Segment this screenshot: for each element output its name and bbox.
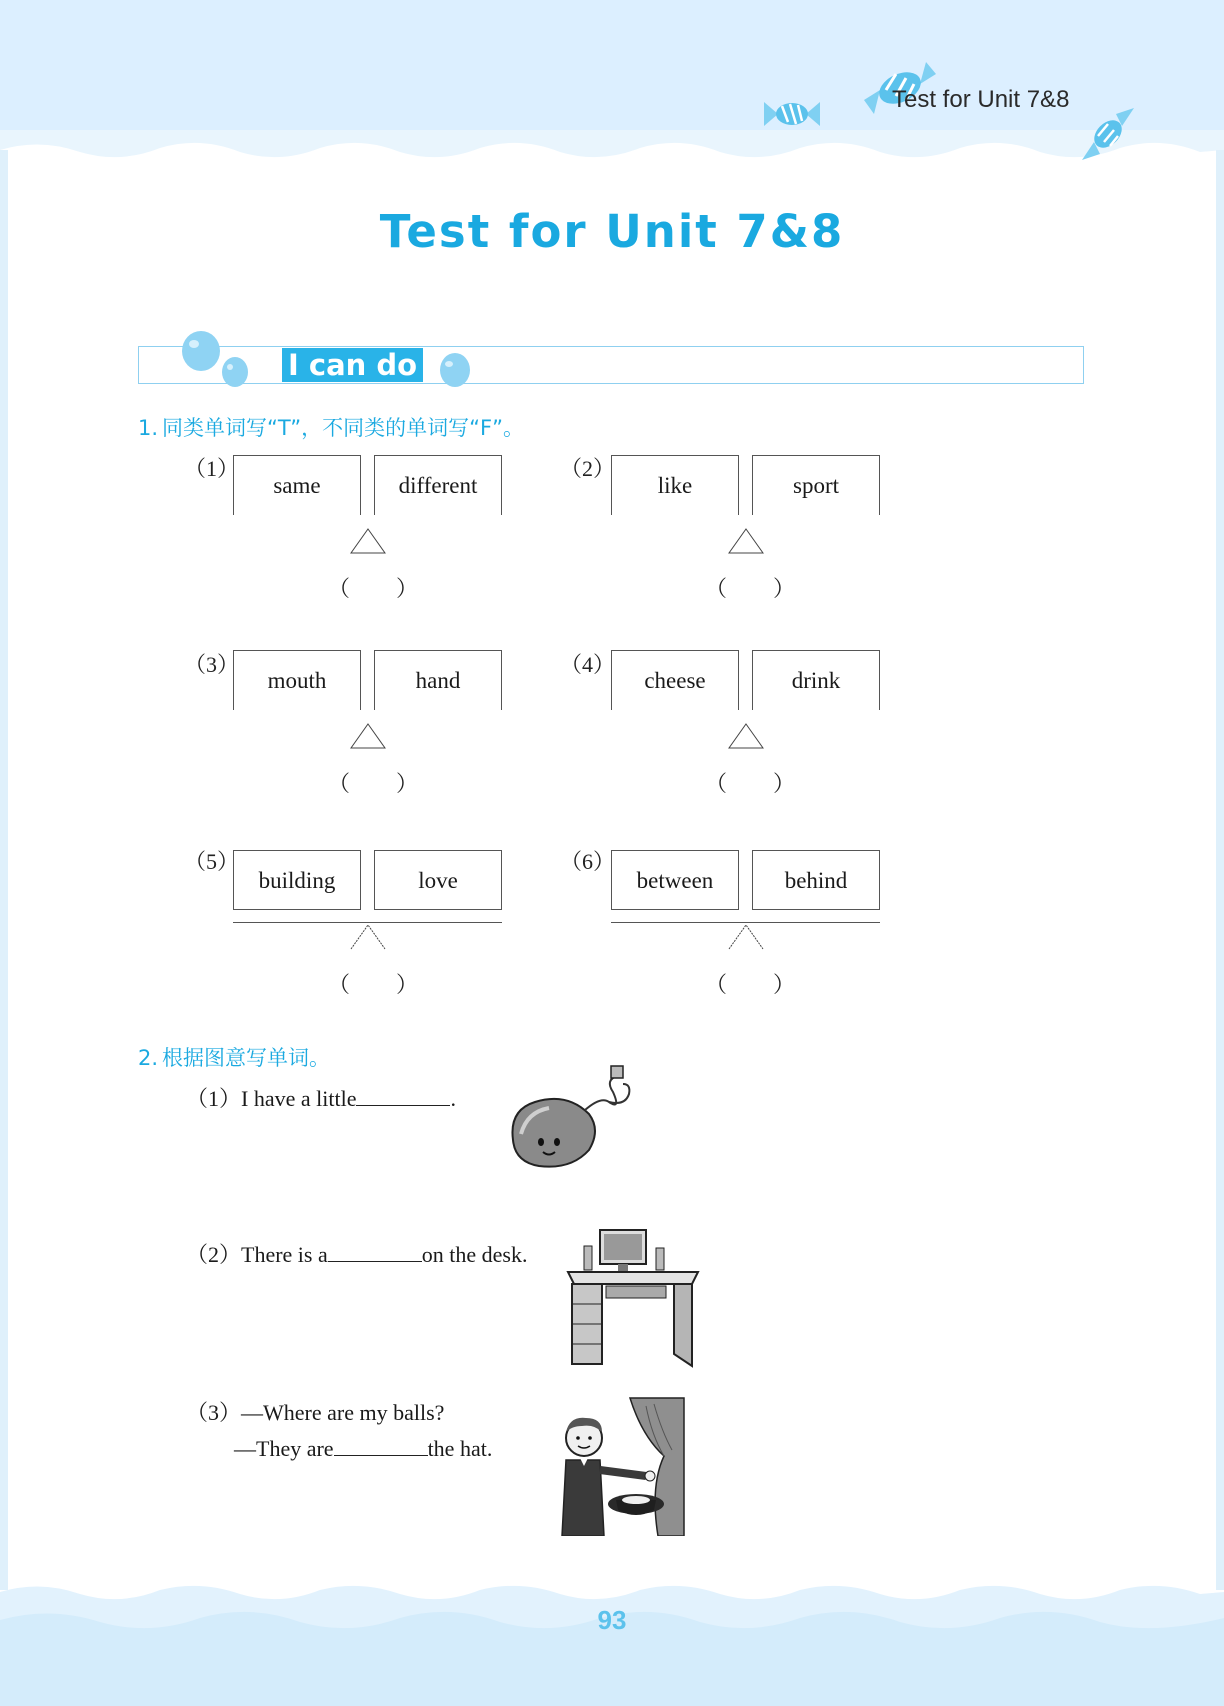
sentence-text: . (450, 1086, 456, 1111)
right-margin-strip (1216, 150, 1224, 1590)
running-header: Test for Unit 7&8 (892, 86, 1070, 113)
word-box: drink (752, 650, 880, 710)
answer-paren-close: ） (773, 771, 796, 796)
word-box: mouth (233, 650, 361, 710)
sentence-text: There is a (241, 1242, 328, 1267)
comparison-triangle (349, 923, 387, 951)
sentence-text: on the desk. (421, 1242, 528, 1267)
word-box: love (374, 850, 502, 910)
item-number: （3） (186, 1400, 242, 1425)
answer-paren-close: ） (396, 576, 419, 601)
word-box: building (233, 850, 361, 910)
sentence-text: —They are (234, 1436, 334, 1461)
left-margin-strip (0, 150, 8, 1590)
word-box: like (611, 455, 739, 515)
q2-instruction: 根据图意写单词。 (162, 1046, 331, 1070)
answer-blank[interactable] (334, 1438, 428, 1456)
candy-icon (1078, 106, 1138, 162)
word-box: between (611, 850, 739, 910)
bottom-cloud-band (0, 1580, 1224, 1706)
word-box: sport (752, 455, 880, 515)
answer-blank[interactable] (356, 1088, 450, 1106)
word-box: hand (374, 650, 502, 710)
q2-number: 2. (138, 1046, 159, 1070)
item-number: （2） (560, 456, 616, 481)
answer-paren-close: ） (396, 771, 419, 796)
page-title: Test for Unit 7&8 (379, 205, 845, 258)
comparison-triangle (727, 527, 765, 555)
item-number: （1） (186, 1086, 242, 1111)
item-number: （4） (560, 652, 616, 677)
q1-instruction: 同类单词写“T”，不同类的单词写“F”。 (162, 416, 525, 440)
balloon-icon (180, 330, 222, 376)
answer-paren-close: ） (396, 972, 419, 997)
answer-paren-open: （ (328, 972, 351, 997)
word-box: same (233, 455, 361, 515)
comparison-triangle (727, 722, 765, 750)
answer-paren-open: （ (328, 576, 351, 601)
q2-heading (138, 1042, 330, 1072)
top-cloud-band (0, 0, 1224, 170)
item-number: （1） (184, 456, 240, 481)
word-box: behind (752, 850, 880, 910)
q1-heading (138, 412, 524, 442)
item-number: （5） (184, 849, 240, 874)
computer-desk-illustration (566, 1226, 702, 1370)
q2-sentence-3b (234, 1436, 492, 1462)
comparison-triangle (349, 527, 387, 555)
q2-sentence-3a (186, 1396, 444, 1427)
computer-mouse-illustration (505, 1062, 641, 1172)
magician-hat-illustration (554, 1396, 686, 1536)
q2-sentence-2 (186, 1238, 527, 1269)
item-number: （2） (186, 1242, 242, 1267)
answer-paren-open: （ (705, 576, 728, 601)
page-number: 93 (597, 1605, 627, 1635)
answer-paren-open: （ (328, 771, 351, 796)
item-number: （6） (560, 849, 616, 874)
candy-icon (762, 94, 822, 134)
balloon-icon (220, 356, 250, 390)
answer-paren-open: （ (705, 771, 728, 796)
answer-paren-close: ） (773, 576, 796, 601)
answer-paren-close: ） (773, 972, 796, 997)
item-number: （3） (184, 652, 240, 677)
sentence-text: the hat. (427, 1436, 493, 1461)
section-bar (138, 346, 1084, 384)
comparison-triangle (727, 923, 765, 951)
sentence-text: —Where are my balls? (241, 1400, 445, 1425)
section-label: I can do (282, 348, 423, 382)
word-box: different (374, 455, 502, 515)
q2-sentence-1 (186, 1082, 456, 1113)
answer-paren-open: （ (705, 972, 728, 997)
word-box: cheese (611, 650, 739, 710)
sentence-text: I have a little (241, 1086, 357, 1111)
answer-blank[interactable] (328, 1244, 422, 1262)
comparison-triangle (349, 722, 387, 750)
q1-number: 1. (138, 416, 159, 440)
balloon-icon (438, 352, 472, 392)
